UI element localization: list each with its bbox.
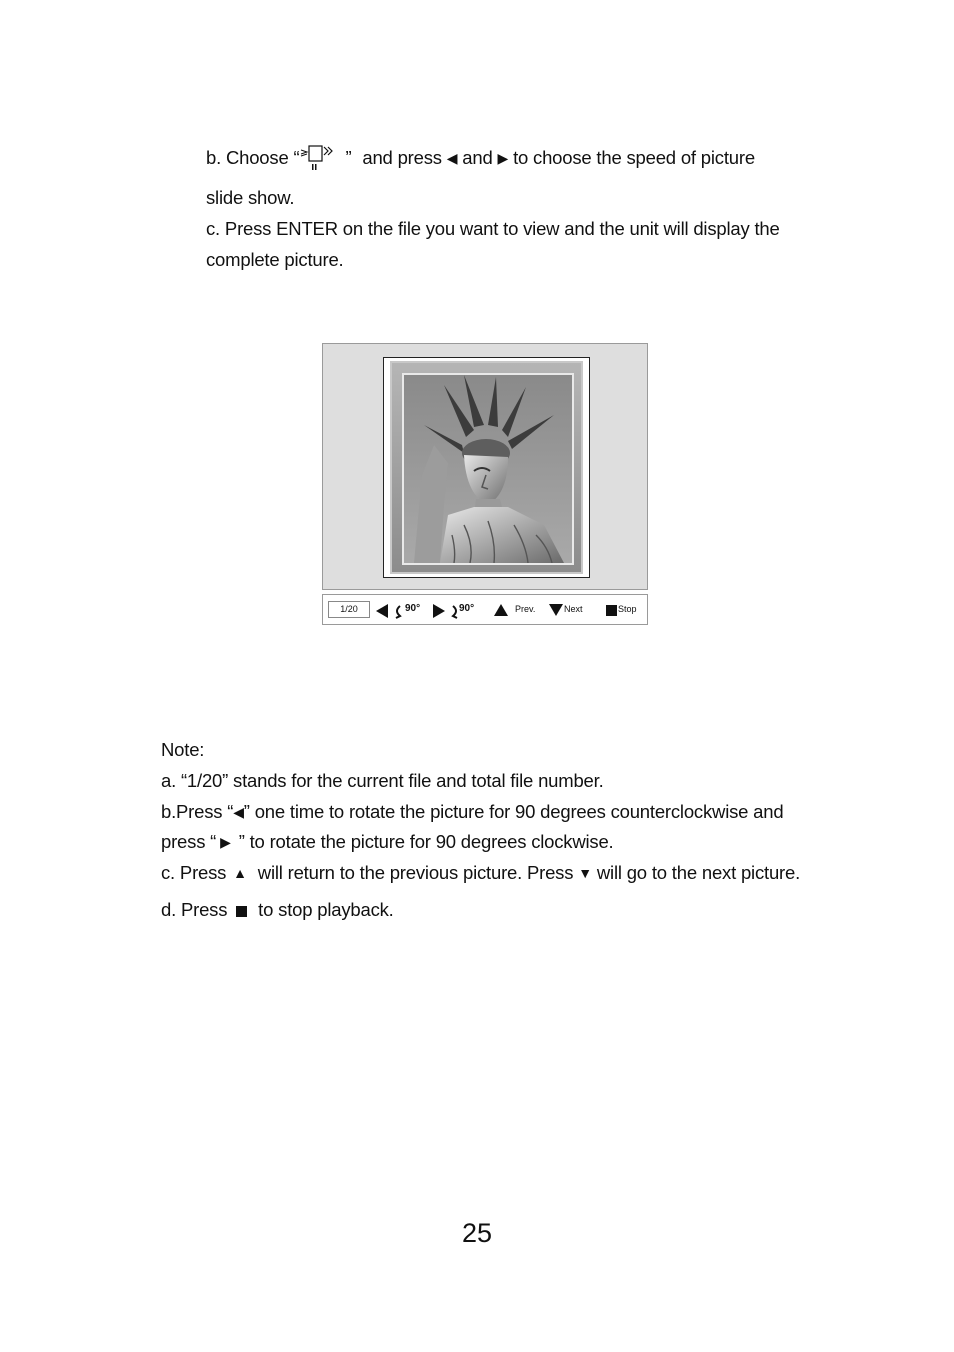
rotate-right-button[interactable]: [433, 602, 461, 622]
next-button[interactable]: [548, 603, 564, 619]
note-b-line1: b.Press “◀” one time to rotate the picture for 90 degrees counterclockwise and: [161, 801, 784, 822]
stop-button[interactable]: [606, 605, 617, 618]
note-b-line2: press “ ▶ ” to rotate the picture for 90 degrees clockwise.: [161, 831, 614, 852]
page-number: 25: [461, 1218, 493, 1248]
note-c: c. Press ▲ will return to the previous picture. Press ▼ will go to the next picture.: [161, 862, 801, 883]
slideshow-speed-icon: [299, 144, 345, 168]
left-arrow-icon: ◀: [233, 804, 244, 820]
stop-label: Stop: [618, 604, 637, 614]
next-label: Next: [564, 604, 583, 614]
viewer-toolbar: [322, 594, 648, 625]
instruction-c-line1: c. Press ENTER on the file you want to view and the unit will display the: [206, 218, 780, 239]
note-d: d. Press to stop playback.: [161, 899, 394, 920]
rotate-right-label: 90°: [459, 603, 475, 614]
left-arrow-icon: ◀: [446, 150, 458, 166]
right-arrow-icon: ▶: [220, 834, 231, 850]
stop-square-icon: [236, 906, 247, 917]
rotate-left-label: 90°: [405, 603, 421, 614]
prev-label: Prev.: [515, 604, 536, 614]
prev-button[interactable]: [493, 603, 509, 619]
instruction-b-line1: b. Choose “ ” and press ◀ and ▶ to choose the speed of picture: [206, 144, 755, 169]
photo-frame: [383, 357, 590, 578]
note-a: a. “1/20” stands for the current file and total file number.: [161, 770, 604, 791]
instruction-b-line2: slide show.: [206, 187, 295, 208]
photo-viewer-screen: [322, 343, 648, 590]
statue-of-liberty-photo: [402, 373, 574, 565]
instruction-c-line2: complete picture.: [206, 249, 344, 270]
photo-mat: [390, 361, 583, 574]
note-heading: Note:: [161, 739, 205, 760]
file-counter: 1/20: [328, 601, 370, 618]
right-arrow-icon: ▶: [497, 150, 509, 166]
up-arrow-icon: ▲: [233, 865, 247, 881]
down-arrow-icon: ▼: [578, 865, 592, 881]
